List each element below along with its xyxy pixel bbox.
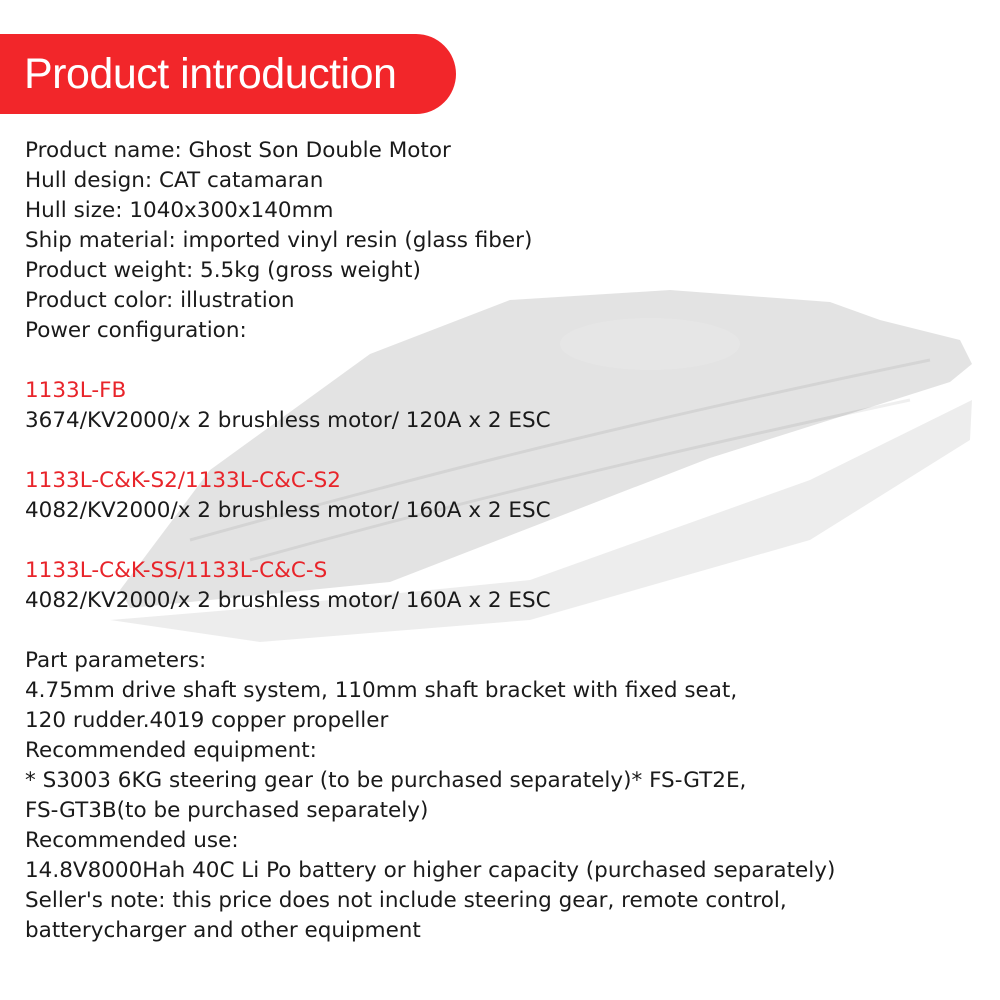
product-description [25,136,985,946]
recommended-equipment-text: * S3003 6KG steering gear (to be purchased separately)* FS-GT2E, [25,768,747,793]
sellers-note: Seller's note: this price does not include steering gear, remote control, [25,888,787,913]
recommended-use-label: Recommended use: [25,828,239,853]
product-weight: Product weight: 5.5kg (gross weight) [25,258,421,283]
part-parameters-label: Part parameters: [25,648,207,673]
recommended-use-text: 14.8V8000Hah 40C Li Po battery or higher capacity (purchased separately) [25,858,836,883]
page-title: Product introduction [24,49,397,98]
product-name: Product name: Ghost Son Double Motor [25,138,451,163]
product-color: Product color: illustration [25,288,295,313]
recommended-equipment-label: Recommended equipment: [25,738,317,763]
config-spec: 4082/KV2000/x 2 brushless motor/ 160A x 2 ESC [25,588,551,613]
header-banner [0,34,456,114]
config-model: 1133L-C&K-S2/1133L-C&C-S2 [25,468,341,493]
config-spec: 3674/KV2000/x 2 brushless motor/ 120A x 2 ESC [25,408,551,433]
hull-design: Hull design: CAT catamaran [25,168,324,193]
part-parameters-text: 120 rudder.4019 copper propeller [25,708,389,733]
ship-material: Ship material: imported vinyl resin (glass fiber) [25,228,533,253]
sellers-note: batterycharger and other equipment [25,918,421,943]
hull-size: Hull size: 1040x300x140mm [25,198,334,223]
part-parameters-text: 4.75mm drive shaft system, 110mm shaft bracket with fixed seat, [25,678,738,703]
config-model: 1133L-FB [25,378,127,403]
config-model: 1133L-C&K-SS/1133L-C&C-S [25,558,328,583]
power-configuration-label: Power configuration: [25,318,247,343]
config-spec: 4082/KV2000/x 2 brushless motor/ 160A x 2 ESC [25,498,551,523]
recommended-equipment-text: FS-GT3B(to be purchased separately) [25,798,429,823]
